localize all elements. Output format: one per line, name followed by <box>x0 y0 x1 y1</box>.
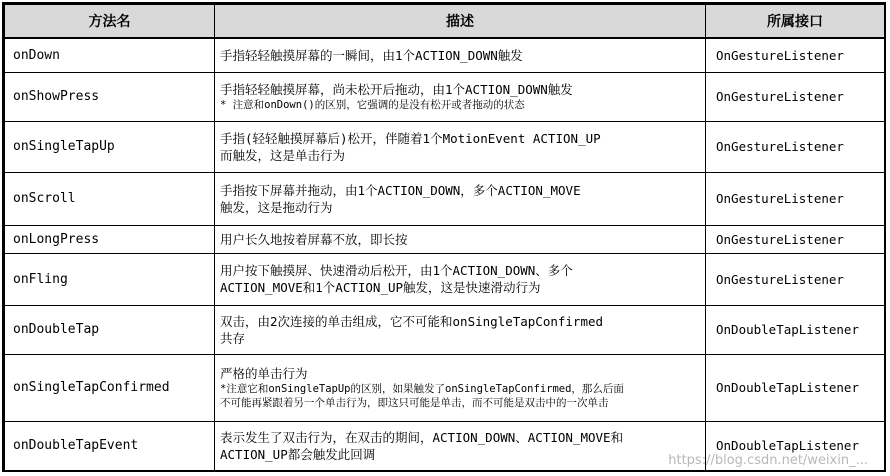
description-cell <box>215 172 706 225</box>
description-cell <box>215 121 706 172</box>
table-row <box>5 121 885 172</box>
interface-cell: OnDoubleTapListener <box>706 421 885 470</box>
method-name-cell: onDoubleTapEvent <box>5 421 215 470</box>
interface-cell: OnGestureListener <box>706 253 885 305</box>
description-cell <box>215 72 706 121</box>
gesture-methods-table-frame <box>2 2 886 472</box>
method-name-cell: onShowPress <box>5 72 215 121</box>
description-line: 严格的单击行为 <box>220 366 308 381</box>
method-name-cell: onDown <box>5 38 215 72</box>
description-line: ACTION_MOVE和1个ACTION_UP触发，这是快速滑动行为 <box>220 280 541 295</box>
description-line: 双击，由2次连接的单击组成，它不可能和onSingleTapConfirmed <box>220 313 604 329</box>
description-line: 表示发生了双击行为，在双击的期间，ACTION_DOWN、ACTION_MOVE和 <box>220 429 624 445</box>
description-cell <box>215 305 706 354</box>
description-line: 而触发，这是单击行为 <box>220 147 346 163</box>
description-note: *注意它和onSingleTapUp的区别，如果触发了onSingleTapConfirmed，那么后面 不可能再紧跟着另一个单击行为，即这只可能是单击，而不可能是双击中的一次单击 <box>220 383 624 409</box>
method-name-cell: onFling <box>5 253 215 305</box>
table-row <box>5 225 885 253</box>
description-line: ACTION_UP都会触发此回调 <box>220 446 376 462</box>
header-interface: 所属接口 <box>706 5 885 39</box>
table-row <box>5 305 885 354</box>
table-row <box>5 72 885 121</box>
description-line: 手指轻轻触摸屏幕，尚未松开后拖动，由1个ACTION_DOWN触发 <box>220 82 573 97</box>
table-header-row <box>5 5 885 39</box>
method-name-cell: onSingleTapConfirmed <box>5 354 215 421</box>
description-line: 触发，这是拖动行为 <box>220 199 333 215</box>
watermark: https://blog.csdn.net/weixin_... <box>668 453 868 468</box>
description-line: 手指按下屏幕并拖动，由1个ACTION_DOWN，多个ACTION_MOVE <box>220 182 581 198</box>
description-cell <box>215 354 706 421</box>
header-method: 方法名 <box>5 5 215 39</box>
description-line: 用户按下触摸屏、快速滑动后松开，由1个ACTION_DOWN、多个 <box>220 263 573 278</box>
method-name-cell: onLongPress <box>5 225 215 253</box>
description-cell <box>215 38 706 72</box>
description-line: 手指(轻轻触摸屏幕后)松开，伴随着1个MotionEvent ACTION_UP <box>220 130 601 146</box>
interface-cell: OnGestureListener <box>706 172 885 225</box>
description-line: 手指轻轻触摸屏幕的一瞬间，由1个ACTION_DOWN触发 <box>220 47 523 63</box>
method-name-cell: onSingleTapUp <box>5 121 215 172</box>
table-body <box>5 38 885 470</box>
header-description: 描述 <box>215 5 706 39</box>
description-line: 共存 <box>220 330 246 346</box>
table-row <box>5 172 885 225</box>
description-cell <box>215 225 706 253</box>
description-line: 用户长久地按着屏幕不放，即长按 <box>220 231 408 247</box>
description-note: * 注意和onDown()的区别，它强调的是没有松开或者拖动的状态 <box>220 99 525 111</box>
interface-cell: OnGestureListener <box>706 225 885 253</box>
method-name-cell: onDoubleTap <box>5 305 215 354</box>
description-cell <box>215 421 706 470</box>
gesture-methods-table <box>4 4 885 471</box>
table-row <box>5 253 885 305</box>
table-row <box>5 354 885 421</box>
interface-cell: OnDoubleTapListener <box>706 305 885 354</box>
interface-cell: OnDoubleTapListener <box>706 354 885 421</box>
interface-cell: OnGestureListener <box>706 38 885 72</box>
table-row <box>5 38 885 72</box>
method-name-cell: onScroll <box>5 172 215 225</box>
description-cell <box>215 253 706 305</box>
interface-cell: OnGestureListener <box>706 121 885 172</box>
interface-cell: OnGestureListener <box>706 72 885 121</box>
